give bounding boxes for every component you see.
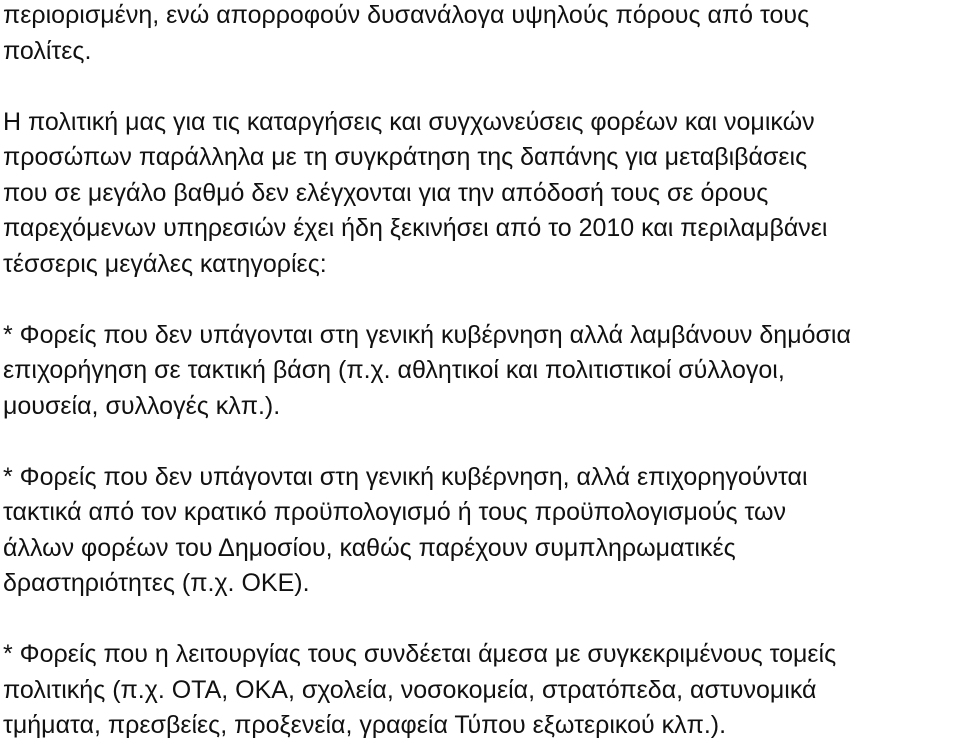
text-line: επιχορήγηση σε τακτική βάση (π.χ. αθλητικοί και πολιτιστικοί σύλλογοι,	[3, 356, 785, 384]
paragraph-gap	[3, 69, 851, 105]
text-line: άλλων φορέων του Δημοσίου, καθώς παρέχουν συμπληρωματικές	[3, 533, 736, 562]
document-body	[3, 0, 851, 744]
text-line: * Φορείς που η λειτουργίας τους συνδέεται άμεσα με συγκεκριμένους τομείς	[3, 640, 837, 668]
text-line: πολίτες.	[3, 36, 92, 65]
text-line: τμήματα, πρεσβείες, προξενεία, γραφεία Τύπου εξωτερικού κλπ.).	[3, 711, 727, 739]
text-line: τέσσερις μεγάλες κατηγορίες:	[3, 249, 327, 278]
text-line: δραστηριότητες (π.χ. ΟΚΕ).	[3, 569, 310, 597]
paragraph-intro-tail	[3, 0, 851, 69]
paragraph-category-3	[3, 637, 851, 744]
text-line: προσώπων παράλληλα με τη συγκράτηση της δαπάνης για μεταβιβάσεις	[3, 143, 808, 171]
text-line: που σε μεγάλο βαθμό δεν ελέγχονται για την απόδοσή τους σε όρους	[3, 178, 769, 207]
paragraph-gap	[3, 602, 851, 638]
paragraph-gap	[3, 424, 851, 460]
paragraph-gap	[3, 282, 851, 318]
text-line: * Φορείς που δεν υπάγονται στη γενική κυβέρνηση, αλλά επιχορηγούνται	[3, 462, 808, 491]
text-line: τακτικά από τον κρατικό προϋπολογισμό ή τους προϋπολογισμούς των	[3, 498, 787, 526]
paragraph-category-2	[3, 460, 851, 602]
text-line: * Φορείς που δεν υπάγονται στη γενική κυβέρνηση αλλά λαμβάνουν δημόσια	[3, 320, 851, 349]
text-line: περιορισμένη, ενώ απορροφούν δυσανάλογα υψηλούς πόρους από τους	[3, 1, 810, 29]
text-line: παρεχόμενων υπηρεσιών έχει ήδη ξεκινήσει από το 2010 και περιλαμβάνει	[3, 214, 828, 242]
text-line: πολιτικής (π.χ. ΟΤΑ, ΟΚΑ, σχολεία, νοσοκομεία, στρατόπεδα, αστυνομικά	[3, 675, 817, 704]
paragraph-policy	[3, 105, 851, 283]
text-line: μουσεία, συλλογές κλπ.).	[3, 391, 281, 420]
text-line: Η πολιτική μας για τις καταργήσεις και συγχωνεύσεις φορέων και νομικών	[3, 107, 815, 136]
paragraph-category-1	[3, 318, 851, 425]
